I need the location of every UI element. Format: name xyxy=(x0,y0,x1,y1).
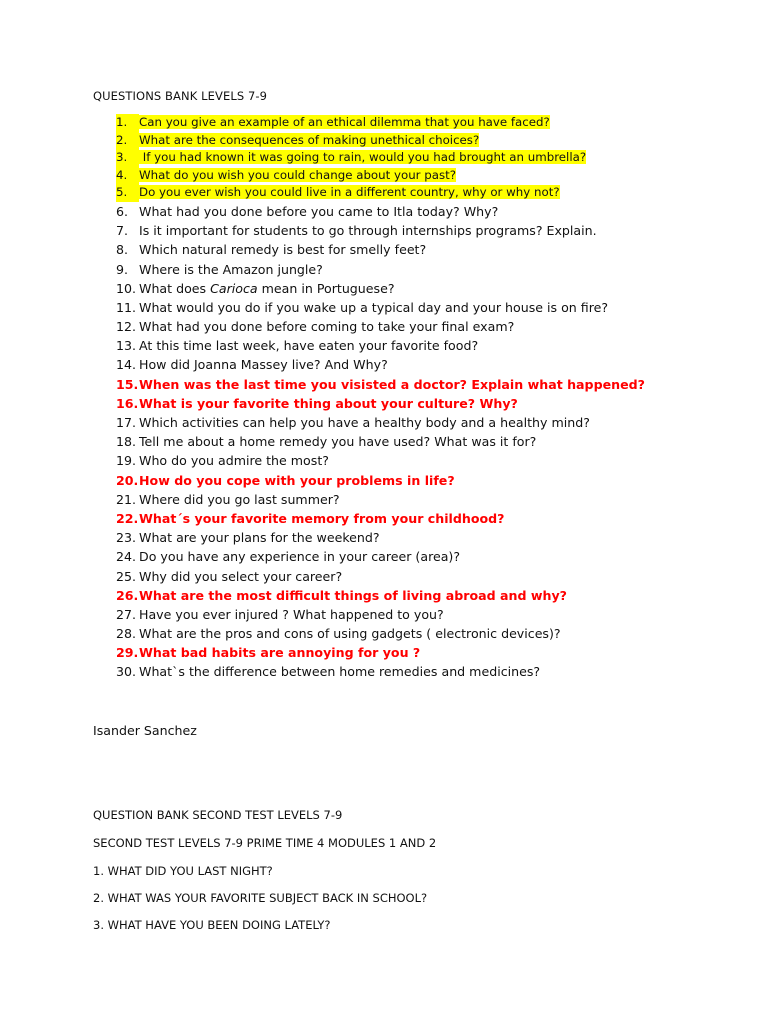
question-text: Tell me about a home remedy you have used? What was it for? xyxy=(139,434,537,450)
second-section-subtitle: SECOND TEST LEVELS 7-9 PRIME TIME 4 MODULES 1 AND 2 xyxy=(93,836,437,850)
question-text: Is it important for students to go through internships programs? Explain. xyxy=(139,223,597,239)
question-number: 9. xyxy=(116,261,129,277)
question-number: 6. xyxy=(116,203,129,219)
question-text: What are the pros and cons of using gadgets ( electronic devices)? xyxy=(139,626,561,642)
question-number: 24. xyxy=(116,549,137,565)
question-number: 30. xyxy=(116,664,137,680)
question-number: 26. xyxy=(116,587,139,603)
question-number: 10. xyxy=(116,280,137,296)
question-text: Where is the Amazon jungle? xyxy=(139,261,323,277)
question-number: 7. xyxy=(116,223,129,239)
question-text: Do you have any experience in your career (area)? xyxy=(139,549,461,565)
question-item xyxy=(116,394,645,413)
question-number: 23. xyxy=(116,530,137,546)
question-item xyxy=(116,114,645,132)
second-section-item: 2. WHAT WAS YOUR FAVORITE SUBJECT BACK IN SCHOOL? xyxy=(93,891,428,905)
question-text: What bad habits are annoying for you ? xyxy=(139,645,421,661)
question-text: What is your favorite thing about your culture? Why? xyxy=(139,395,518,411)
question-number: 22. xyxy=(116,510,139,526)
question-number: 19. xyxy=(116,453,137,469)
italic-word: Carioca xyxy=(210,280,258,296)
question-item xyxy=(116,413,645,432)
question-number: 3. xyxy=(116,149,139,167)
question-item xyxy=(116,167,645,185)
question-item xyxy=(116,528,645,547)
question-item xyxy=(116,375,645,394)
question-item xyxy=(116,471,645,490)
question-text: What does Carioca mean in Portuguese? xyxy=(139,280,395,296)
question-item xyxy=(116,336,645,355)
question-number: 18. xyxy=(116,434,137,450)
question-number: 2. xyxy=(116,132,139,150)
page-title: QUESTIONS BANK LEVELS 7-9 xyxy=(93,89,268,103)
question-number: 12. xyxy=(116,319,137,335)
question-item xyxy=(116,547,645,566)
question-text: What are the most difficult things of living abroad and why? xyxy=(139,587,567,603)
question-text: Which natural remedy is best for smelly feet? xyxy=(139,242,427,258)
question-text: Which activities can help you have a healthy body and a healthy mind? xyxy=(139,415,590,431)
question-text: What had you done before coming to take your final exam? xyxy=(139,319,515,335)
question-item xyxy=(116,132,645,150)
question-item xyxy=(116,432,645,451)
second-section-title: QUESTION BANK SECOND TEST LEVELS 7-9 xyxy=(93,808,343,822)
question-item xyxy=(116,662,645,681)
question-text: How do you cope with your problems in life? xyxy=(139,472,455,488)
question-item xyxy=(116,355,645,374)
question-text: What are your plans for the weekend? xyxy=(139,530,380,546)
second-section-item: 1. WHAT DID YOU LAST NIGHT? xyxy=(93,864,273,878)
question-number: 13. xyxy=(116,338,137,354)
question-item xyxy=(116,184,645,202)
question-number: 15. xyxy=(116,376,139,392)
question-text: At this time last week, have eaten your favorite food? xyxy=(139,338,479,354)
question-item xyxy=(116,643,645,662)
question-item xyxy=(116,202,645,221)
question-text: Who do you admire the most? xyxy=(139,453,329,469)
question-number: 11. xyxy=(116,299,137,315)
question-item xyxy=(116,451,645,470)
question-text: How did Joanna Massey live? And Why? xyxy=(139,357,388,373)
question-item xyxy=(116,279,645,298)
question-number: 25. xyxy=(116,568,137,584)
question-item xyxy=(116,509,645,528)
question-text: What´s your favorite memory from your childhood? xyxy=(139,510,505,526)
question-item xyxy=(116,605,645,624)
question-text: What had you done before you came to Itla today? Why? xyxy=(139,203,499,219)
question-text: Where did you go last summer? xyxy=(139,491,340,507)
question-item xyxy=(116,624,645,643)
question-number: 5. xyxy=(116,184,139,202)
question-number: 29. xyxy=(116,645,139,661)
question-text: If you had known it was going to rain, would you had brought an umbrella? xyxy=(139,150,587,165)
question-number: 17. xyxy=(116,415,137,431)
question-number: 14. xyxy=(116,357,137,373)
question-item xyxy=(116,149,645,167)
question-text: What do you wish you could change about your past? xyxy=(139,167,457,182)
question-item xyxy=(116,317,645,336)
question-text: Can you give an example of an ethical dilemma that you have faced? xyxy=(139,115,550,129)
question-number: 21. xyxy=(116,491,137,507)
author-name: Isander Sanchez xyxy=(93,723,197,738)
question-number: 4. xyxy=(116,167,139,185)
question-item xyxy=(116,221,645,240)
question-number: 27. xyxy=(116,606,137,622)
question-number: 16. xyxy=(116,395,139,411)
question-text: Do you ever wish you could live in a different country, why or why not? xyxy=(139,185,560,200)
question-text: What are the consequences of making unethical choices? xyxy=(139,132,480,147)
question-text: When was the last time you visisted a doctor? Explain what happened? xyxy=(139,376,645,392)
question-item xyxy=(116,240,645,259)
question-item xyxy=(116,298,645,317)
question-number: 20. xyxy=(116,472,139,488)
question-text: Have you ever injured ? What happened to you? xyxy=(139,606,444,622)
second-section-item: 3. WHAT HAVE YOU BEEN DOING LATELY? xyxy=(93,918,331,932)
question-list xyxy=(116,114,645,682)
question-text: What would you do if you wake up a typical day and your house is on fire? xyxy=(139,299,609,315)
question-number: 28. xyxy=(116,626,137,642)
question-item xyxy=(116,260,645,279)
question-text: What`s the difference between home remedies and medicines? xyxy=(139,664,541,680)
question-item xyxy=(116,490,645,509)
question-number: 1. xyxy=(116,114,139,132)
question-item xyxy=(116,567,645,586)
question-text: Why did you select your career? xyxy=(139,568,343,584)
question-item xyxy=(116,586,645,605)
question-number: 8. xyxy=(116,242,129,258)
